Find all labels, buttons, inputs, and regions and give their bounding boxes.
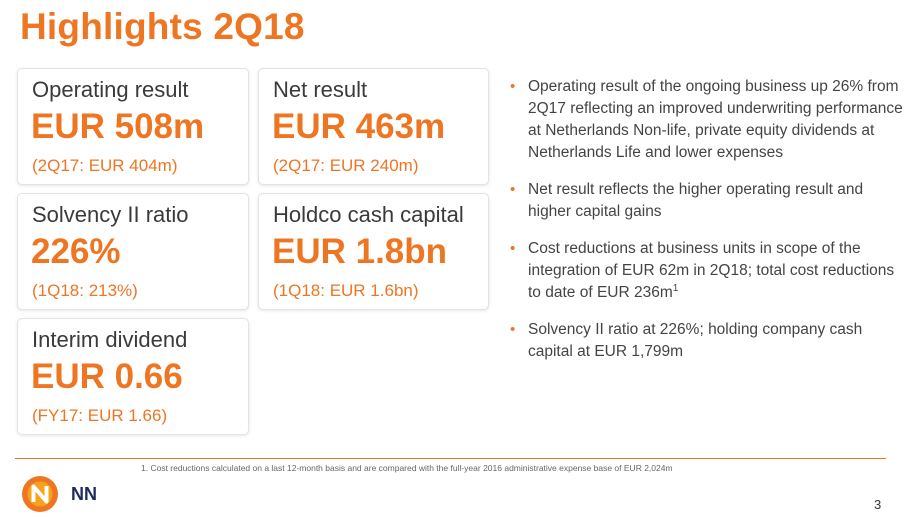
kpi-comparison: (2Q17: EUR 240m) (273, 156, 419, 175)
bullet-text: Cost reductions at business units in scope of the integration of EUR 62m in 2Q18; total cost reductions to date of EUR 236m (528, 240, 895, 301)
kpi-card-interim-dividend (17, 318, 249, 435)
nn-logo-icon (20, 474, 60, 514)
bullet-text: Net result reflects the higher operating result and higher capital gains (528, 181, 864, 220)
bullet-text: Operating result of the ongoing business up 26% from 2Q17 reflecting an improved underwriting performance at Netherlands Non-life, private equity dividends at Netherlands Life and lower expenses (528, 78, 903, 161)
kpi-label: Operating result (32, 77, 189, 102)
highlights-bullet-list (508, 76, 910, 363)
bullet-dot-icon: • (510, 240, 516, 257)
bullet-item (508, 238, 910, 304)
page-number: 3 (874, 497, 882, 512)
kpi-label: Solvency II ratio (32, 202, 189, 227)
footnote-marker: 1 (672, 282, 679, 294)
bullet-dot-icon: • (510, 181, 516, 198)
kpi-value: EUR 0.66 (31, 357, 183, 396)
bullet-item (508, 319, 910, 363)
kpi-value: EUR 508m (31, 107, 205, 146)
bullet-text: Solvency II ratio at 226%; holding company cash capital at EUR 1,799m (528, 321, 863, 360)
footnote: 1. Cost reductions calculated on a last 12-month basis and are compared with the full-year 2016 administrative expense base of EUR 2,024m (141, 463, 673, 473)
kpi-value: EUR 463m (272, 107, 446, 146)
kpi-label: Interim dividend (32, 327, 188, 352)
kpi-label: Holdco cash capital (273, 202, 464, 227)
kpi-value: 226% (31, 232, 121, 271)
bullet-item (508, 76, 910, 164)
kpi-card-operating-result (17, 68, 249, 185)
kpi-value: EUR 1.8bn (272, 232, 448, 271)
kpi-card-solvency-ratio (17, 193, 249, 310)
bullet-dot-icon: • (510, 321, 516, 338)
kpi-label: Net result (273, 77, 368, 102)
slide-title: Highlights 2Q18 (20, 6, 305, 47)
brand-name: NN (71, 484, 97, 504)
bullet-dot-icon: • (510, 78, 516, 95)
kpi-comparison: (2Q17: EUR 404m) (32, 156, 178, 175)
kpi-card-net-result (258, 68, 489, 185)
kpi-card-holdco-cash (258, 193, 489, 310)
kpi-comparison: (FY17: EUR 1.66) (32, 406, 168, 425)
footer-divider (15, 458, 886, 459)
kpi-comparison: (1Q18: 213%) (32, 281, 138, 300)
kpi-comparison: (1Q18: EUR 1.6bn) (273, 281, 419, 300)
bullet-item (508, 179, 910, 223)
